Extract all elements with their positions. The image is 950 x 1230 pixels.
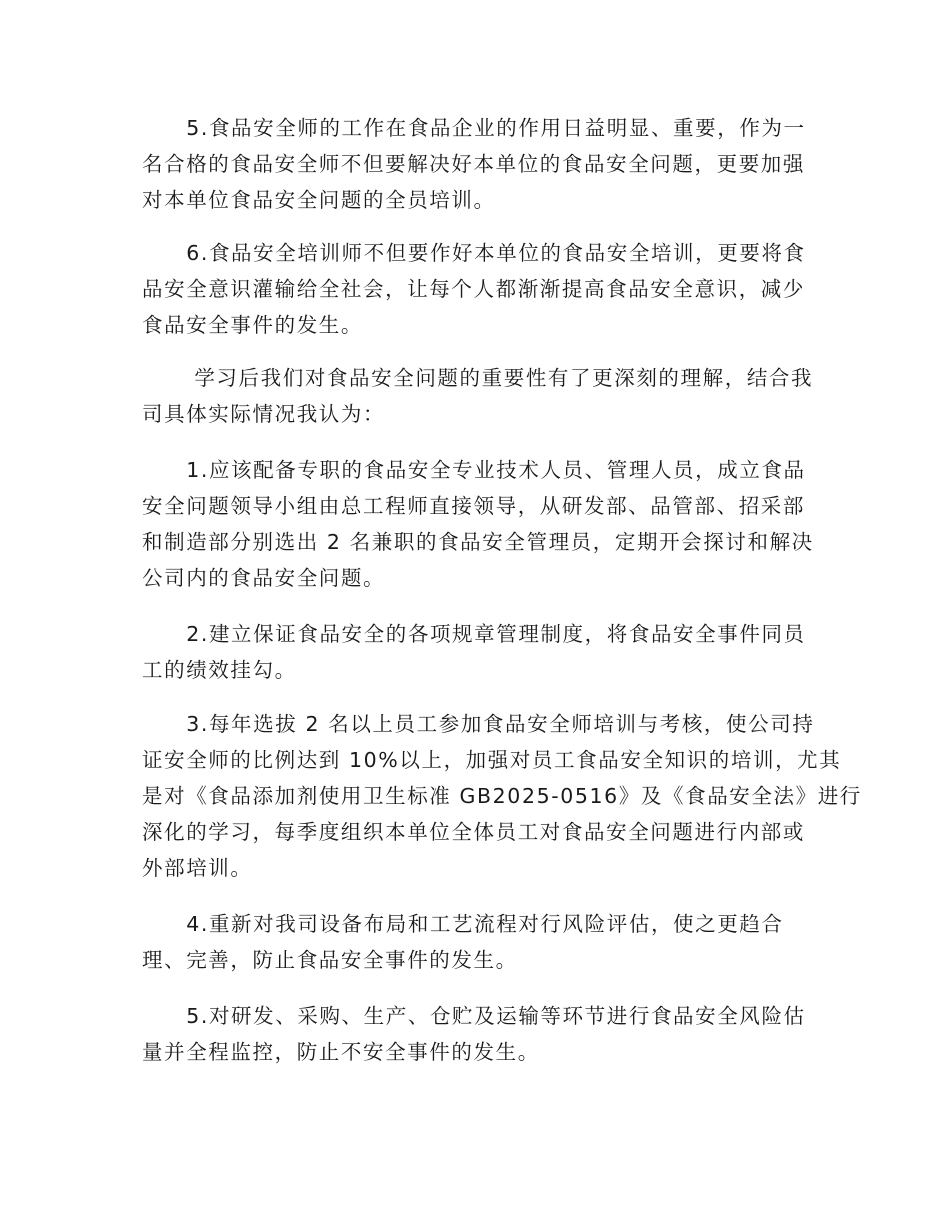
paragraph-line: 安全问题领导小组由总工程师直接领导，从研发部、品管部、招采部 xyxy=(142,494,805,518)
paragraph-line: 外部培训。 xyxy=(142,856,253,880)
paragraph-line: 量并全程监控，防止不安全事件的发生。 xyxy=(142,1040,540,1064)
paragraph-line: 深化的学习，每季度组织本单位全体员工对食品安全问题进行内部或 xyxy=(142,820,805,844)
paragraph-6 xyxy=(142,706,862,886)
paragraph-line: 1.应该配备专职的食品安全专业技术人员、管理人员，成立食品 xyxy=(142,458,806,482)
paragraph-line: 公司内的食品安全问题。 xyxy=(142,566,386,590)
paragraph-4 xyxy=(142,452,812,596)
paragraph-line: 是对《食品添加剂使用卫生标准 GB2025-0516》及《食品安全法》进行 xyxy=(142,784,862,808)
paragraph-line: 司具体实际情况我认为： xyxy=(142,402,386,426)
paragraph-line: 5.食品安全师的工作在食品企业的作用日益明显、重要，作为一 xyxy=(142,116,806,140)
paragraph-5 xyxy=(142,616,812,688)
paragraph-line: 4.重新对我司设备布局和工艺流程对行风险评估，使之更趋合 xyxy=(142,912,784,936)
paragraph-line: 和制造部分别选出 2 名兼职的食品安全管理员，定期开会探讨和解决 xyxy=(142,530,814,554)
paragraph-line: 证安全师的比例达到 10%以上，加强对员工食品安全知识的培训，尤其 xyxy=(142,748,842,772)
paragraph-2 xyxy=(142,235,812,343)
paragraph-3 xyxy=(142,360,812,432)
paragraph-1 xyxy=(142,110,812,218)
paragraph-line: 名合格的食品安全师不但要解决好本单位的食品安全问题，更要加强 xyxy=(142,152,805,176)
paragraph-line: 工的绩效挂勾。 xyxy=(142,658,297,682)
paragraph-line: 6.食品安全培训师不但要作好本单位的食品安全培训，更要将食 xyxy=(142,241,806,265)
paragraph-line: 3.每年选拔 2 名以上员工参加食品安全师培训与考核，使公司持 xyxy=(142,712,815,736)
paragraph-line: 学习后我们对食品安全问题的重要性有了更深刻的理解，结合我 xyxy=(142,366,814,390)
paragraph-line: 品安全意识灌输给全社会，让每个人都渐渐提高食品安全意识，减少 xyxy=(142,277,805,301)
paragraph-line: 理、完善，防止食品安全事件的发生。 xyxy=(142,948,518,972)
paragraph-line: 对本单位食品安全问题的全员培训。 xyxy=(142,188,496,212)
paragraph-8 xyxy=(142,998,812,1070)
paragraph-line: 5.对研发、采购、生产、仓贮及运输等环节进行食品安全风险估 xyxy=(142,1004,806,1028)
paragraph-line: 食品安全事件的发生。 xyxy=(142,313,363,337)
paragraph-7 xyxy=(142,906,812,978)
paragraph-line: 2.建立保证食品安全的各项规章管理制度，将食品安全事件同员 xyxy=(142,622,806,646)
